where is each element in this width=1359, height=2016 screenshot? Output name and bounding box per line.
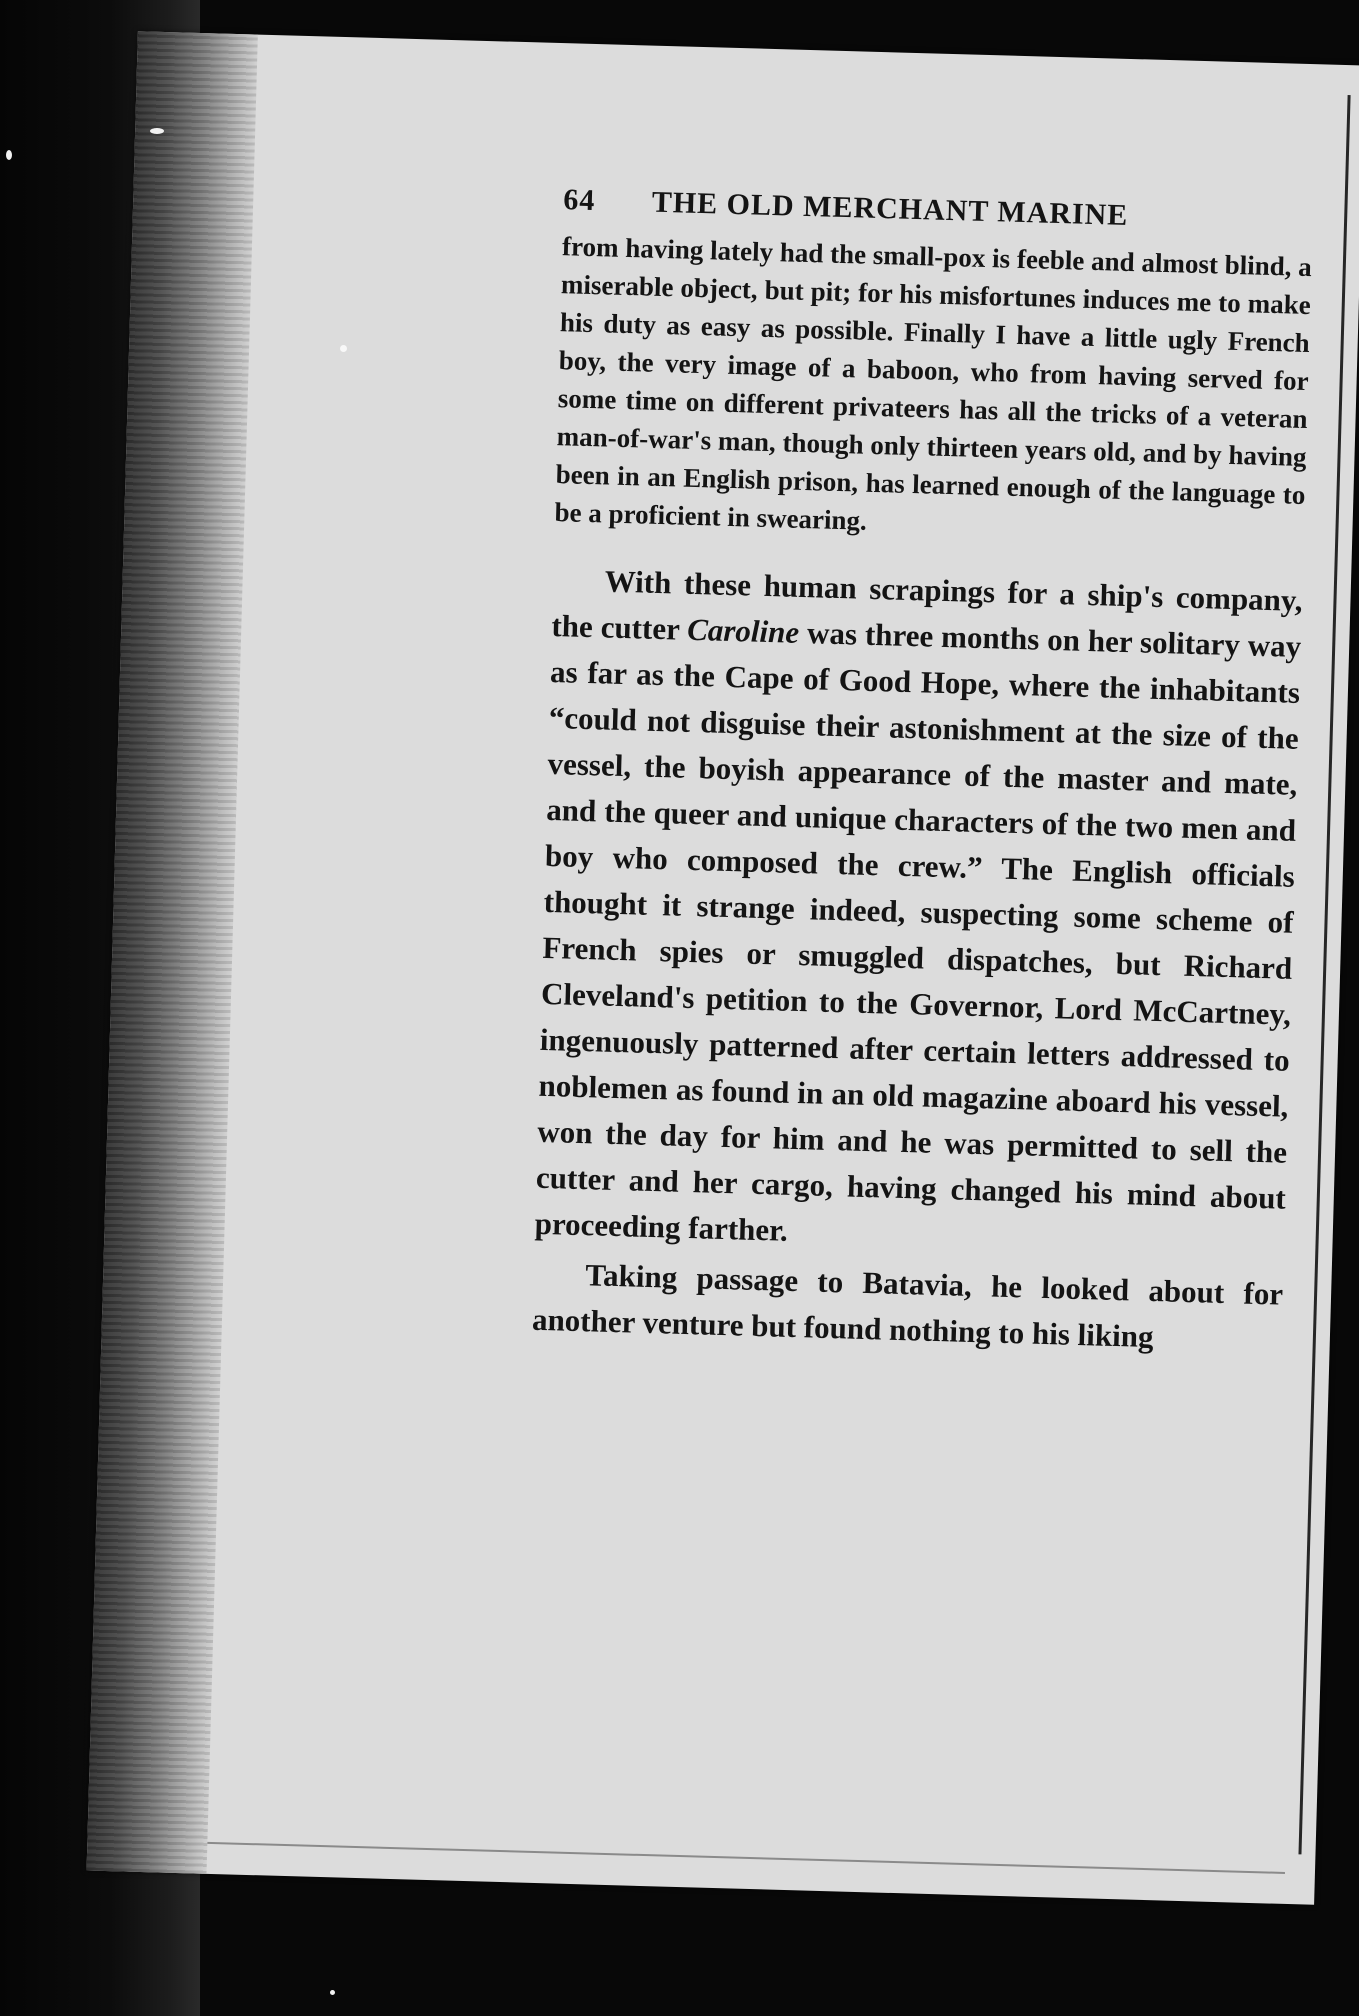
paragraph-1-text-end: was three months on her solitary way as far as the Cape of Good Hope, where the inhabitants “could not disguise their astonishment at the size of the vessel, the boyish appearance of the master and mate, and the queer and unique characters of the two men and boy who composed the crew.” The English officials thought it strange indeed, suspecting some scheme of French spies or smuggled dispatches, but Richard Cleveland's petition to the Governor, Lord McCartney, ingenuously patterned after certain letters addressed to noblemen as found in an old magazine aboard his vessel, won the day for him and he was permitted to sell the cutter and her cargo, having changed his mind about proceeding farther. [534, 614, 1302, 1248]
dust-speck [340, 345, 347, 352]
book-page [87, 31, 1359, 1905]
body-paragraph-1 [534, 557, 1303, 1268]
ship-name-italic: Caroline [686, 611, 800, 650]
body-paragraph-2: Taking passage to Batavia, he looked about for another venture but found nothing to his liking [531, 1257, 1284, 1355]
page-bottom-rule [207, 1842, 1285, 1874]
text-block [531, 183, 1313, 1367]
book-title: THE OLD MERCHANT MARINE [651, 185, 1129, 232]
dust-speck [6, 150, 12, 160]
page-number: 64 [562, 183, 596, 218]
paragraph-1-text-start: With these human scrapings for a ship's company, the cutter [551, 563, 1303, 647]
quoted-passage: from having lately had the small-pox is feeble and almost blind, a miserable object, but pit; for his misfortunes induces me to make his duty as easy as possible. Finally I have a little ugly French boy, the very image of a baboon, who from having served for some time on different privateers has all the tricks of a veteran man-of-war's man, though only thirteen years old, and by having been in an English prison, has learned enough of the language to be a proficient in swearing. [554, 231, 1313, 536]
dust-speck [150, 128, 164, 134]
dust-speck [330, 1990, 335, 1995]
